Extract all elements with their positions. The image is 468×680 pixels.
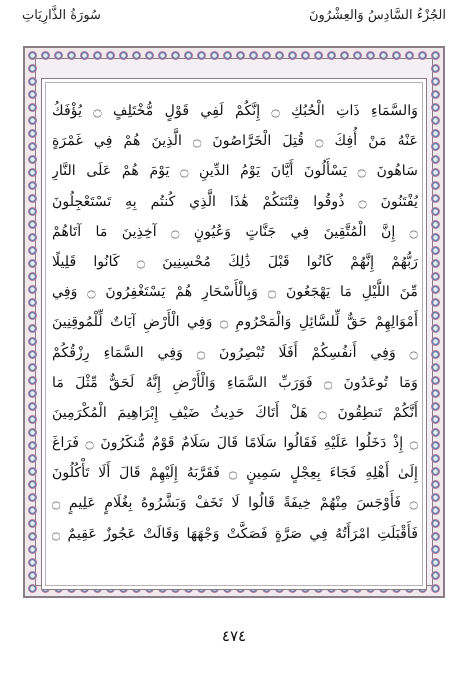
border-rosette-ornament	[171, 51, 180, 60]
border-rosette-ornament	[28, 181, 37, 190]
border-rosette-ornament	[28, 285, 37, 294]
border-rosette-ornament	[431, 194, 440, 203]
border-rosette-ornament	[405, 51, 414, 60]
verse-line: وَالسَّمَاءِ ذَاتِ الْحُبُكِ ۝ إِنَّكُمْ لَفِي قَوْلٍ مُّخْتَلِفٍ ۝ يُؤْفَكُ	[52, 103, 418, 119]
border-rosette-ornament	[28, 129, 37, 138]
border-rosette-ornament	[28, 376, 37, 385]
verse-line: يُفْتَنُونَ ۝ ذُوقُوا فِتْنَتَكُمْ هَٰذَا الَّذِي كُنتُم بِهِ تَسْتَعْجِلُونَ	[52, 193, 418, 210]
border-rosette-ornament	[28, 532, 37, 541]
border-rosette-ornament	[28, 103, 37, 112]
border-rosette-ornament	[431, 155, 440, 164]
border-rosette-ornament	[28, 571, 37, 580]
border-rosette-ornament	[67, 51, 76, 60]
border-rosette-ornament	[431, 51, 440, 60]
verse-lines	[52, 96, 418, 549]
border-rosette-ornament	[28, 519, 37, 528]
border-rosette-ornament	[431, 77, 440, 86]
verse-line: أَمْوَالِهِمْ حَقٌّ لِّلسَّائِلِ وَالْمَحْرُومِ ۝ وَفِي الْأَرْضِ آيَاتٌ لِّلْمُوقِنِينَ	[52, 314, 418, 331]
border-rosette-ornament	[431, 64, 440, 73]
border-rosette-ornament	[28, 246, 37, 255]
border-rosette-ornament	[28, 545, 37, 554]
border-rosette-ornament	[418, 51, 427, 60]
border-rosette-ornament	[28, 324, 37, 333]
border-rosette-ornament	[249, 51, 258, 60]
border-rosette-ornament	[431, 558, 440, 567]
border-rosette-ornament	[431, 402, 440, 411]
border-rosette-ornament	[431, 532, 440, 541]
border-rosette-ornament	[28, 259, 37, 268]
border-rosette-ornament	[275, 51, 284, 60]
border-rosette-ornament	[28, 64, 37, 73]
border-rosette-ornament	[28, 363, 37, 372]
border-rosette-ornament	[197, 51, 206, 60]
border-rosette-ornament	[301, 51, 310, 60]
border-rosette-ornament	[28, 311, 37, 320]
border-rosette-ornament	[431, 259, 440, 268]
border-rosette-ornament	[262, 51, 271, 60]
border-rosette-ornament	[431, 337, 440, 346]
border-rosette-ornament	[340, 51, 349, 60]
page-number: ٤٧٤	[221, 627, 247, 645]
verse-line: ۝ إِنَّ الْمُتَّقِينَ فِي جَنَّاتٍ وَعُيُونٍ ۝ آخِذِينَ مَا آتَاهُمْ	[52, 223, 418, 240]
border-rosette-ornament	[431, 428, 440, 437]
border-rosette-ornament	[80, 51, 89, 60]
border-rosette-ornament	[54, 51, 63, 60]
border-rosette-ornament	[431, 545, 440, 554]
border-rosette-ornament	[379, 51, 388, 60]
verse-line: ۝ فَأَوْجَسَ مِنْهُمْ خِيفَةً قَالُوا لَا تَخَفْ وَبَشَّرُوهُ بِغُلَامٍ عَلِيمٍ ۝	[52, 495, 418, 512]
border-rosette-ornament	[28, 415, 37, 424]
border-rosette-ornament	[431, 467, 440, 476]
border-rosette-ornament	[28, 90, 37, 99]
border-rosette-ornament	[28, 454, 37, 463]
border-rosette-ornament	[28, 272, 37, 281]
border-rosette-ornament	[392, 51, 401, 60]
border-rosette-ornament	[28, 142, 37, 151]
border-rosette-ornament	[327, 51, 336, 60]
verse-line: مِّنَ اللَّيْلِ مَا يَهْجَعُونَ ۝ وَبِالْأَسْحَارِ هُمْ يَسْتَغْفِرُونَ ۝ وَفِي	[52, 284, 418, 301]
border-rosette-ornament	[28, 194, 37, 203]
border-rosette-ornament	[28, 558, 37, 567]
border-rosette-ornament	[119, 51, 128, 60]
verse-line: ۝ إِذْ دَخَلُوا عَلَيْهِ فَقَالُوا سَلَامًا قَالَ سَلَامٌ قَوْمٌ مُّنكَرُونَ ۝ فَرَاغَ	[52, 435, 418, 452]
border-rosette-ornament	[145, 51, 154, 60]
border-rosette-ornament	[431, 519, 440, 528]
border-rosette-ornament	[431, 441, 440, 450]
border-rosette-ornament	[288, 51, 297, 60]
border-rosette-ornament	[223, 51, 232, 60]
border-rosette-ornament	[28, 428, 37, 437]
border-rosette-ornament	[431, 324, 440, 333]
verse-line: إِلَىٰ أَهْلِهِ فَجَاءَ بِعِجْلٍ سَمِينٍ ۝ فَقَرَّبَهُ إِلَيْهِمْ قَالَ أَلَا تَأْكُلُونَ	[52, 465, 418, 482]
border-rosette-ornament	[431, 246, 440, 255]
border-rosette-ornament	[431, 415, 440, 424]
border-rosette-ornament	[431, 181, 440, 190]
border-rosette-ornament	[431, 571, 440, 580]
border-rosette-ornament	[28, 441, 37, 450]
border-rosette-ornament	[431, 311, 440, 320]
verse-line: رَبُّهُمْ إِنَّهُمْ كَانُوا قَبْلَ ذَٰلِكَ مُحْسِنِينَ ۝ كَانُوا قَلِيلًا	[52, 253, 418, 270]
border-rosette-ornament	[28, 389, 37, 398]
verse-line: عَنْهُ مَنْ أُفِكَ ۝ قُتِلَ الْخَرَّاصُونَ ۝ الَّذِينَ هُمْ فِي غَمْرَةٍ	[52, 133, 418, 150]
border-rosette-ornament	[431, 116, 440, 125]
verse-line: فَأَقْبَلَتِ امْرَأَتُهُ فِي صَرَّةٍ فَصَكَّتْ وَجْهَهَا وَقَالَتْ عَجُوزٌ عَقِيمٌ ۝	[52, 525, 418, 542]
border-rosette-ornament	[431, 454, 440, 463]
border-rosette-ornament	[431, 207, 440, 216]
border-rosette-ornament	[210, 51, 219, 60]
border-rosette-ornament	[366, 51, 375, 60]
border-rosette-ornament	[431, 220, 440, 229]
border-rosette-ornament	[431, 129, 440, 138]
border-rosette-ornament	[431, 389, 440, 398]
border-rosette-ornament	[158, 51, 167, 60]
verse-line: أَنَّكُمْ تَنطِقُونَ ۝ هَلْ أَتَاكَ حَدِيثُ ضَيْفِ إِبْرَاهِيمَ الْمُكْرَمِينَ	[52, 404, 418, 421]
border-rosette-ornament	[28, 168, 37, 177]
border-rosette-ornament	[184, 51, 193, 60]
border-rosette-ornament	[28, 220, 37, 229]
border-rosette-ornament	[236, 51, 245, 60]
border-rosette-ornament	[431, 480, 440, 489]
border-rosette-ornament	[431, 90, 440, 99]
border-rosette-ornament	[28, 467, 37, 476]
surah-title: سُورَةُ الذَّارِيَاتِ	[22, 8, 101, 23]
border-rosette-ornament	[93, 51, 102, 60]
border-rosette-ornament	[28, 584, 37, 593]
border-rosette-ornament	[28, 350, 37, 359]
border-rosette-ornament	[106, 51, 115, 60]
border-rosette-ornament	[28, 506, 37, 515]
border-rosette-ornament	[353, 51, 362, 60]
border-rosette-ornament	[431, 298, 440, 307]
verse-line: ۝ وَفِي أَنفُسِكُمْ أَفَلَا تُبْصِرُونَ ۝ وَفِي السَّمَاءِ رِزْقُكُمْ	[52, 344, 418, 361]
border-rosette-ornament	[28, 493, 37, 502]
border-rosette-ornament	[28, 233, 37, 242]
border-rosette-ornament	[132, 51, 141, 60]
border-rosette-ornament	[431, 233, 440, 242]
verse-line: سَاهُونَ ۝ يَسْأَلُونَ أَيَّانَ يَوْمُ الدِّينِ ۝ يَوْمَ هُمْ عَلَى النَّارِ	[52, 163, 418, 180]
juz-title: الجُزْءُ السَّادِسُ وَالعِشْرُونَ	[308, 8, 446, 23]
border-rosette-ornament	[431, 493, 440, 502]
border-rosette-ornament	[431, 506, 440, 515]
border-rosette-ornament	[431, 350, 440, 359]
border-rosette-ornament	[431, 584, 440, 593]
border-rosette-ornament	[28, 207, 37, 216]
border-rosette-ornament	[431, 363, 440, 372]
border-rosette-ornament	[431, 142, 440, 151]
border-rosette-ornament	[28, 51, 37, 60]
border-rosette-ornament	[431, 103, 440, 112]
border-rosette-ornament	[41, 51, 50, 60]
border-rosette-ornament	[28, 480, 37, 489]
border-rosette-ornament	[28, 298, 37, 307]
border-rosette-ornament	[28, 402, 37, 411]
border-rosette-ornament	[28, 77, 37, 86]
border-rosette-ornament	[431, 376, 440, 385]
border-rosette-ornament	[431, 272, 440, 281]
border-rosette-ornament	[314, 51, 323, 60]
verse-line: وَمَا تُوعَدُونَ ۝ فَوَرَبِّ السَّمَاءِ وَالْأَرْضِ إِنَّهُ لَحَقٌّ مِّثْلَ مَا	[52, 374, 418, 391]
border-rosette-ornament	[28, 155, 37, 164]
border-rosette-ornament	[28, 116, 37, 125]
border-rosette-ornament	[28, 337, 37, 346]
border-rosette-ornament	[431, 285, 440, 294]
border-rosette-ornament	[431, 168, 440, 177]
